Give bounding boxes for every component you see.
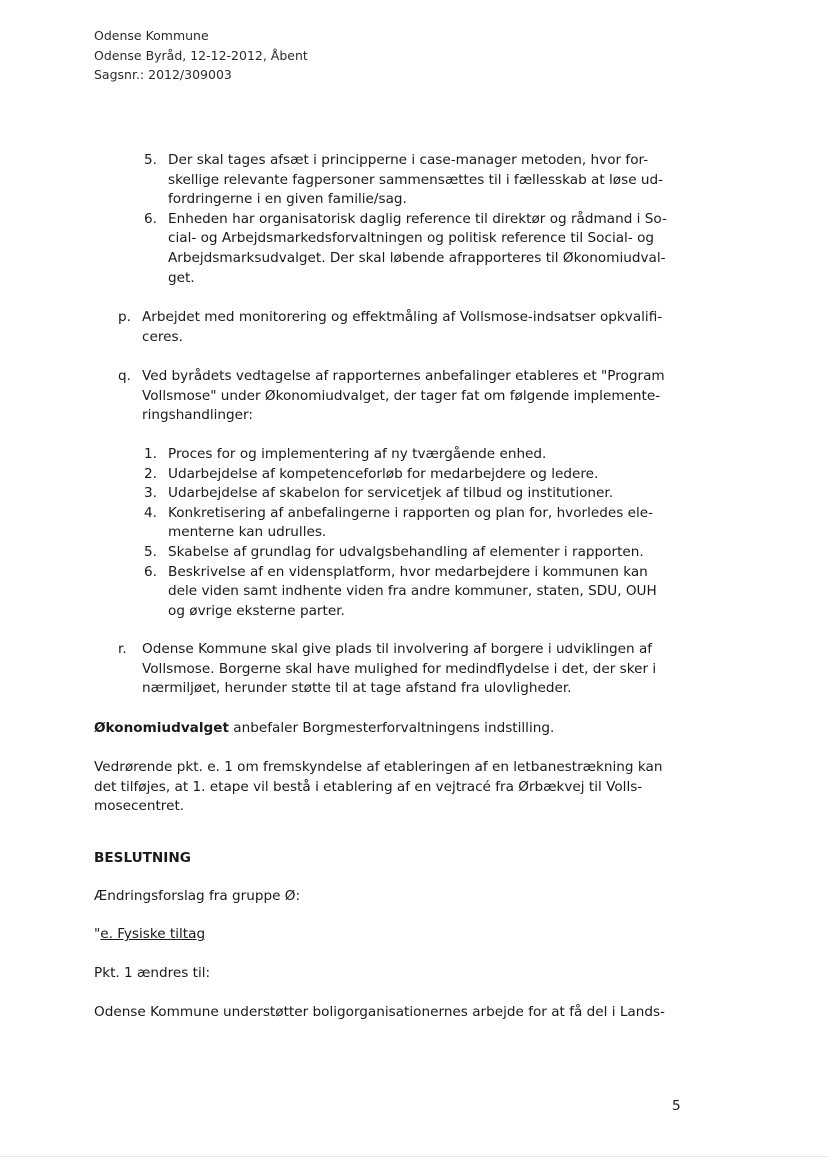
document-header: [94, 26, 308, 85]
amendment-pkt: Pkt. 1 ændres til:: [94, 965, 211, 981]
list-item: [144, 151, 708, 210]
list-item: [144, 543, 708, 563]
page-number: 5: [672, 1098, 681, 1114]
list-item-number: 4.: [144, 504, 157, 521]
note-paragraph: [94, 758, 714, 817]
amendment-title: e. Fysiske tiltag: [100, 926, 206, 942]
recommendation-paragraph: [94, 719, 714, 739]
item-line: Arbejdet med monitorering og effektmåling af Vollsmose-indsatser opkvalifi-: [142, 309, 663, 325]
list-item-line: Proces for og implementering af ny tværgående enhed.: [168, 446, 547, 462]
list-item-line: Udarbejdelse af skabelon for servicetjek af tilbud og institutioner.: [168, 485, 614, 502]
numbered-list-q: [144, 445, 708, 621]
list-item: [144, 563, 708, 622]
list-item-line: menterne kan udrulles.: [168, 524, 327, 541]
list-item: [144, 445, 708, 465]
list-item-number: 5.: [144, 152, 157, 168]
decision-heading: BESLUTNING: [94, 850, 191, 866]
list-item-line: dele viden samt indhente viden fra andre kommuner, staten, SDU, OUH: [168, 583, 657, 600]
item-line: nærmiljøet, herunder støtte til at tage afstand fra ulovligheder.: [142, 680, 572, 697]
list-item-line: skellige relevante fagpersoner sammensættes til i fællesskab at løse ud-: [168, 171, 664, 188]
header-case-number: Sagsnr.: 2012/309003: [94, 67, 232, 82]
list-item-line: Beskrivelse af en vidensplatform, hvor medarbejdere i kommunen kan: [168, 563, 648, 580]
item-label: q.: [118, 368, 131, 384]
list-item-number: 1.: [144, 446, 157, 462]
page-bottom-divider: [0, 1156, 828, 1157]
list-item-number: 3.: [144, 485, 157, 502]
list-item-line: Udarbejdelse af kompetenceforløb for medarbejdere og ledere.: [168, 465, 599, 482]
item-label: p.: [118, 309, 131, 325]
item-line: Vollsmose. Borgerne skal have mulighed for medindflydelse i det, der sker i: [142, 660, 657, 677]
numbered-list-top: [144, 151, 708, 288]
list-item-line: cial- og Arbejdsmarkedsforvaltningen og politisk reference til Social- og: [168, 230, 655, 247]
header-organization: Odense Kommune: [94, 28, 209, 43]
amendment-text: Odense Kommune understøtter boligorganisationernes arbejde for at få del i Lands-: [94, 1004, 665, 1020]
list-item: [144, 210, 708, 288]
amendment-intro: Ændringsforslag fra gruppe Ø:: [94, 888, 301, 904]
item-line: Vollsmose" under Økonomiudvalget, der tager fat om følgende implemente-: [142, 387, 661, 404]
list-item-number: 5.: [144, 543, 157, 560]
note-line: mosecentret.: [94, 798, 185, 815]
list-item-number: 2.: [144, 465, 157, 482]
list-item-line: og øvrige eksterne parter.: [168, 602, 345, 619]
list-item-line: Arbejdsmarksudvalget. Der skal løbende afrapporteres til Økonomiudval-: [168, 249, 666, 266]
header-meeting: Odense Byråd, 12-12-2012, Åbent: [94, 47, 308, 63]
recommendation-text: anbefaler Borgmesterforvaltningens indstilling.: [228, 720, 555, 736]
list-item: [144, 504, 708, 543]
list-item: [144, 484, 708, 504]
list-item-line: fordringerne i en given familie/sag.: [168, 191, 407, 208]
item-label: r.: [118, 641, 127, 657]
lettered-item-r: [118, 640, 702, 699]
committee-name: Økonomiudvalget: [94, 720, 229, 736]
item-line: Odense Kommune skal give plads til involvering af borgere i udviklingen af: [142, 641, 653, 657]
item-line: Ved byrådets vedtagelse af rapporternes anbefalinger etableres et "Program: [142, 368, 665, 384]
quote-mark: ": [94, 926, 101, 942]
list-item-line: Der skal tages afsæt i principperne i case-manager metoden, hvor for-: [168, 152, 649, 168]
list-item-line: Enheden har organisatorisk daglig reference til direktør og rådmand i So-: [168, 210, 667, 227]
item-line: ceres.: [142, 328, 183, 345]
list-item-number: 6.: [144, 563, 157, 580]
item-line: ringshandlinger:: [142, 407, 253, 424]
list-item-line: Skabelse af grundlag for udvalgsbehandling af elementer i rapporten.: [168, 543, 644, 560]
list-item: [144, 465, 708, 485]
list-item-line: Konkretisering af anbefalingerne i rapporten og plan for, hvorledes ele-: [168, 504, 654, 521]
note-line: Vedrørende pkt. e. 1 om fremskyndelse af etableringen af en letbanestrækning kan: [94, 759, 663, 775]
list-item-number: 6.: [144, 210, 157, 227]
lettered-item-p: [118, 308, 702, 347]
note-line: det tilføjes, at 1. etape vil bestå i etablering af en vejtracé fra Ørbækvej til Volls-: [94, 778, 643, 795]
amendment-title-line: [94, 925, 714, 945]
list-item-line: get.: [168, 269, 195, 286]
lettered-item-q: [118, 367, 702, 426]
